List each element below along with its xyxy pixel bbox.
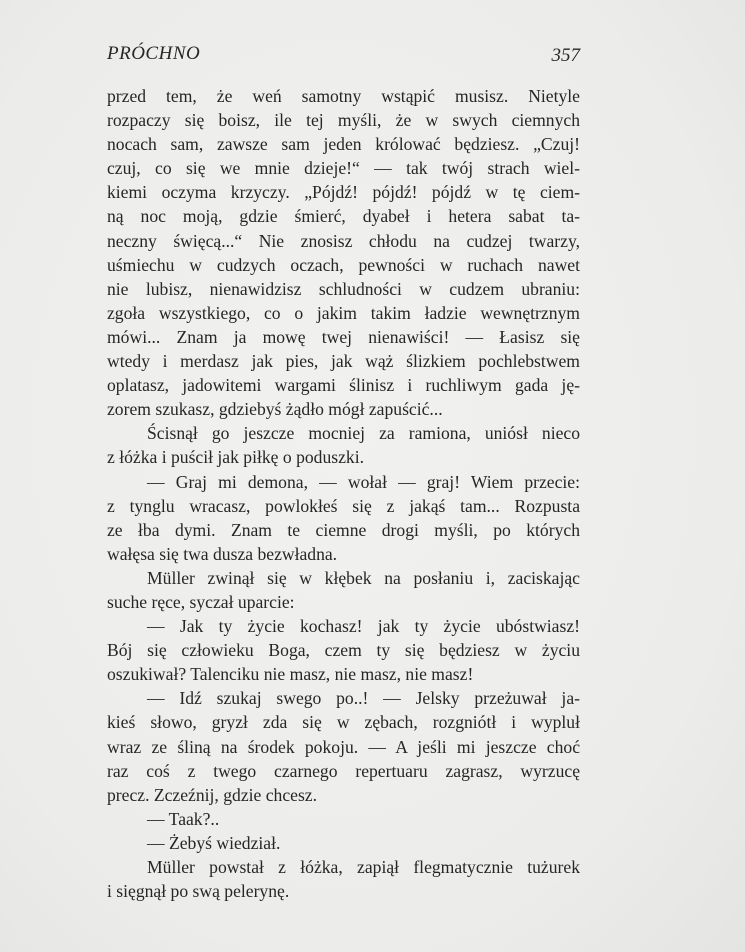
text-line: Müller powstał z łóżka, zapiął flegmatycznie tużurek: [147, 857, 580, 877]
text-line: — Idź szukaj swego po..! — Jelsky przeżuwał ja-: [147, 688, 580, 709]
text-line: wraz ze śliną na środek pokoju. — A jeśli mi jeszcze choć: [107, 736, 580, 757]
text-line: przed tem, że weń samotny wstąpić musisz. Nietyle: [107, 86, 580, 106]
page-header: [107, 43, 580, 67]
text-line: kieś słowo, gryzł zda się w zębach, rozgniótł i wypluł: [107, 712, 580, 733]
text-line: Bój się człowieku Boga, czem ty się będziesz w życiu: [107, 640, 580, 661]
text-line: z tynglu wracasz, powlokłeś się z jakąś tam... Rozpusta: [107, 495, 580, 516]
text-line: Ścisnął go jeszcze mocniej za ramiona, uniósł nieco: [147, 423, 580, 444]
text-line: wałęsa się twa dusza bezwładna.: [107, 543, 338, 564]
text-line: — Jak ty życie kochasz! jak ty życie ubóstwiasz!: [147, 616, 580, 637]
text-line: suche ręce, syczał uparcie:: [107, 591, 295, 612]
text-line: oszukiwał? Talenciku nie masz, nie masz, nie masz!: [107, 664, 474, 685]
body-text: [107, 84, 580, 903]
text-line: oplatasz, jadowitemi wargami ślinisz i ruchliwym gada ję-: [107, 375, 580, 396]
text-line: zgoła wszystkiego, co o jakim takim ładzie wewnętrznym: [107, 302, 580, 323]
text-line: raz coś z twego czarnego repertuaru zagrasz, wyrzucę: [107, 760, 580, 781]
text-line: Müller zwinął się w kłębek na posłaniu i, zaciskając: [147, 567, 580, 588]
text-line: ną noc moją, gdzie śmierć, dyabeł i hetera sabat ta-: [107, 206, 580, 227]
text-line: — Żebyś wiedział.: [147, 832, 281, 853]
text-line: ze łba dymi. Znam te ciemne drogi myśli, po których: [107, 519, 580, 540]
running-title: PRÓCHNO: [107, 43, 201, 64]
text-line: precz. Zczeźnij, gdzie chcesz.: [107, 784, 318, 805]
page-number: 357: [551, 45, 580, 66]
text-line: i sięgnął po swą pelerynę.: [107, 881, 290, 902]
text-line: neczny święcą...“ Nie znosisz chłodu na cudzej twarzy,: [107, 230, 580, 251]
text-line: nie lubisz, nienawidzisz schludności w cudzem ubraniu:: [107, 278, 580, 299]
text-line: — Taak?..: [147, 808, 220, 829]
text-line: nocach sam, zawsze sam jeden królować będziesz. „Czuj!: [107, 134, 580, 155]
text-line: zorem szukasz, gdziebyś żądło mógł zapuścić...: [107, 399, 443, 420]
text-line: rozpaczy się boisz, ile tej myśli, że w swych ciemnych: [107, 110, 580, 131]
text-line: kiemi oczyma krzyczy. „Pójdź! pójdź! pójdź w tę ciem-: [107, 182, 580, 203]
text-line: czuj, co się we mnie dzieje!“ — tak twój strach wiel-: [107, 158, 580, 179]
text-line: wtedy i merdasz jak pies, jak wąż ślizkiem pochlebstwem: [107, 351, 580, 372]
text-line: uśmiechu w cudzych oczach, pewności w ruchach nawet: [107, 254, 580, 275]
text-line: mówi... Znam ja mowę twej nienawiści! — Łasisz się: [107, 326, 580, 347]
text-line: — Graj mi demona, — wołał — graj! Wiem przecie:: [147, 471, 580, 492]
text-line: z łóżka i puścił jak piłkę o poduszki.: [107, 447, 365, 468]
